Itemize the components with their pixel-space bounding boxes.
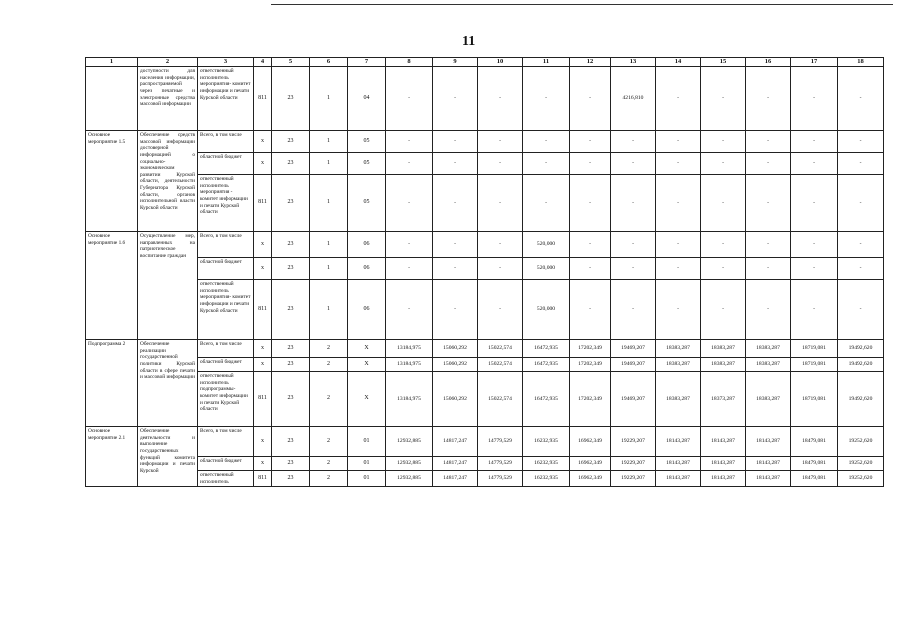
value-cell: - xyxy=(791,175,838,232)
value-cell: 12932,885 xyxy=(386,457,433,471)
value-cell: 14817,247 xyxy=(433,427,478,457)
value-cell: 19492,620 xyxy=(838,358,884,372)
value-cell: 16232,935 xyxy=(523,427,570,457)
value-cell: x xyxy=(254,153,272,175)
value-cell: 19492,620 xyxy=(838,340,884,358)
value-cell: - xyxy=(701,131,746,153)
funding-source-cell: ответственный исполнитель подпрограммы- комитет информации и печати Курской области xyxy=(198,372,254,427)
value-cell: - xyxy=(386,175,433,232)
value-cell: 2 xyxy=(310,427,348,457)
value-cell: 17202,349 xyxy=(570,358,611,372)
value-cell: 18143,287 xyxy=(746,457,791,471)
column-number-cell: 6 xyxy=(310,58,348,67)
measure-name-cell: Основное мероприятие 1.6 xyxy=(86,232,138,340)
value-cell: - xyxy=(791,153,838,175)
value-cell: 19469,207 xyxy=(611,340,656,358)
value-cell: - xyxy=(478,258,523,280)
value-cell: 14779,529 xyxy=(478,427,523,457)
column-number-cell: 2 xyxy=(138,58,198,67)
value-cell: 19492,620 xyxy=(838,372,884,427)
value-cell: - xyxy=(791,131,838,153)
value-cell: - xyxy=(570,232,611,258)
value-cell: 520,000 xyxy=(523,258,570,280)
column-number-cell: 1 xyxy=(86,58,138,67)
value-cell: 15022,574 xyxy=(478,340,523,358)
column-number-cell: 18 xyxy=(838,58,884,67)
value-cell: 16962,349 xyxy=(570,457,611,471)
table-row xyxy=(86,427,884,457)
funding-source-cell: областной бюджет xyxy=(198,358,254,372)
value-cell: - xyxy=(701,175,746,232)
value-cell: 04 xyxy=(348,67,386,131)
value-cell: - xyxy=(701,232,746,258)
value-cell: 19469,207 xyxy=(611,358,656,372)
value-cell: 811 xyxy=(254,67,272,131)
value-cell: 06 xyxy=(348,232,386,258)
value-cell: 811 xyxy=(254,372,272,427)
value-cell: 15060,292 xyxy=(433,358,478,372)
column-number-cell: 9 xyxy=(433,58,478,67)
column-number-cell: 14 xyxy=(656,58,701,67)
value-cell: 1 xyxy=(310,232,348,258)
value-cell: - xyxy=(386,131,433,153)
value-cell: 15022,574 xyxy=(478,372,523,427)
value-cell: 19252,620 xyxy=(838,471,884,487)
value-cell: 18143,287 xyxy=(656,471,701,487)
value-cell: 18479,081 xyxy=(791,457,838,471)
column-number-cell: 15 xyxy=(701,58,746,67)
value-cell: 15060,292 xyxy=(433,340,478,358)
value-cell: 18143,287 xyxy=(701,427,746,457)
value-cell: - xyxy=(478,153,523,175)
value-cell: - xyxy=(523,67,570,131)
value-cell: - xyxy=(386,232,433,258)
value-cell: - xyxy=(611,258,656,280)
value-cell: 1 xyxy=(310,153,348,175)
value-cell: X xyxy=(348,340,386,358)
value-cell: 18373,287 xyxy=(701,372,746,427)
value-cell: 16232,935 xyxy=(523,471,570,487)
value-cell: 17202,349 xyxy=(570,372,611,427)
value-cell: 23 xyxy=(272,258,310,280)
value-cell: - xyxy=(478,280,523,340)
value-cell: 06 xyxy=(348,258,386,280)
value-cell: - xyxy=(838,175,884,232)
value-cell: - xyxy=(433,280,478,340)
column-number-cell: 17 xyxy=(791,58,838,67)
table-row xyxy=(86,280,884,340)
measure-description-cell: Осуществление мер, направленных на патриотическое воспитание граждан xyxy=(138,232,198,340)
value-cell: 14817,247 xyxy=(433,471,478,487)
value-cell: 2 xyxy=(310,358,348,372)
value-cell: 13184,975 xyxy=(386,358,433,372)
value-cell: 12932,885 xyxy=(386,471,433,487)
value-cell: 16962,349 xyxy=(570,471,611,487)
value-cell: 2 xyxy=(310,340,348,358)
value-cell: 23 xyxy=(272,457,310,471)
value-cell: X xyxy=(348,372,386,427)
value-cell: - xyxy=(570,258,611,280)
value-cell: 14779,529 xyxy=(478,457,523,471)
value-cell: 4216,810 xyxy=(611,67,656,131)
value-cell: - xyxy=(656,67,701,131)
funding-source-cell: Всего, в том числе xyxy=(198,340,254,358)
value-cell: 23 xyxy=(272,232,310,258)
table-row xyxy=(86,67,884,131)
value-cell: 13184,975 xyxy=(386,340,433,358)
column-number-cell: 10 xyxy=(478,58,523,67)
column-number-cell: 7 xyxy=(348,58,386,67)
value-cell: 16472,935 xyxy=(523,372,570,427)
value-cell: 23 xyxy=(272,358,310,372)
value-cell: - xyxy=(746,258,791,280)
value-cell: - xyxy=(746,280,791,340)
column-number-cell: 8 xyxy=(386,58,433,67)
value-cell: - xyxy=(791,280,838,340)
value-cell: 23 xyxy=(272,67,310,131)
value-cell: 18383,287 xyxy=(701,340,746,358)
value-cell: 23 xyxy=(272,427,310,457)
funding-source-cell: Всего, в том числе xyxy=(198,427,254,457)
value-cell: 23 xyxy=(272,372,310,427)
value-cell: 811 xyxy=(254,471,272,487)
value-cell: 18143,287 xyxy=(656,457,701,471)
table-row xyxy=(86,131,884,153)
value-cell: 18719,081 xyxy=(791,372,838,427)
value-cell: 23 xyxy=(272,471,310,487)
value-cell: - xyxy=(838,131,884,153)
value-cell: 18479,081 xyxy=(791,427,838,457)
value-cell: - xyxy=(478,175,523,232)
value-cell: - xyxy=(386,153,433,175)
value-cell: 18383,287 xyxy=(656,340,701,358)
table-row xyxy=(86,358,884,372)
column-number-cell: 13 xyxy=(611,58,656,67)
funding-source-cell: ответственный исполнитель xyxy=(198,471,254,487)
measure-name-cell: Подпрограмма 2 xyxy=(86,340,138,427)
value-cell: 1 xyxy=(310,280,348,340)
value-cell: 19252,620 xyxy=(838,427,884,457)
value-cell: 18719,081 xyxy=(791,340,838,358)
value-cell: 18383,287 xyxy=(656,372,701,427)
value-cell: - xyxy=(523,175,570,232)
value-cell: 05 xyxy=(348,175,386,232)
value-cell: 811 xyxy=(254,175,272,232)
value-cell: 18383,287 xyxy=(656,358,701,372)
value-cell: - xyxy=(746,153,791,175)
value-cell: - xyxy=(386,280,433,340)
value-cell: - xyxy=(570,153,611,175)
value-cell: 18383,287 xyxy=(701,358,746,372)
value-cell: 01 xyxy=(348,471,386,487)
column-number-cell: 4 xyxy=(254,58,272,67)
table-row xyxy=(86,232,884,258)
value-cell: - xyxy=(838,67,884,131)
value-cell: 01 xyxy=(348,427,386,457)
measure-description-cell: Обеспечение деятельности и выполнение государственных функций комитета информации и печати Курской xyxy=(138,427,198,487)
value-cell: - xyxy=(656,131,701,153)
value-cell: - xyxy=(701,67,746,131)
value-cell: 2 xyxy=(310,457,348,471)
value-cell: - xyxy=(570,175,611,232)
value-cell: - xyxy=(656,258,701,280)
measure-name-cell: Основное мероприятие 1.5 xyxy=(86,131,138,232)
value-cell: - xyxy=(523,131,570,153)
value-cell: - xyxy=(570,67,611,131)
funding-source-cell: областной бюджет xyxy=(198,153,254,175)
value-cell: 15060,292 xyxy=(433,372,478,427)
value-cell: - xyxy=(791,67,838,131)
value-cell: - xyxy=(656,280,701,340)
measure-name-cell: Основное мероприятие 2.1 xyxy=(86,427,138,487)
value-cell: x xyxy=(254,232,272,258)
value-cell: 18719,081 xyxy=(791,358,838,372)
value-cell: 19469,207 xyxy=(611,372,656,427)
table-row xyxy=(86,457,884,471)
funding-source-cell: областной бюджет xyxy=(198,258,254,280)
value-cell: - xyxy=(656,153,701,175)
value-cell: X xyxy=(348,358,386,372)
value-cell: 18143,287 xyxy=(656,427,701,457)
value-cell: - xyxy=(611,131,656,153)
value-cell: - xyxy=(701,153,746,175)
value-cell: - xyxy=(478,131,523,153)
value-cell: x xyxy=(254,457,272,471)
value-cell: 23 xyxy=(272,280,310,340)
value-cell: 18143,287 xyxy=(746,427,791,457)
measure-description-cell: доступности для населения информации, распространяемой через печатные и электронные средства массовой информации xyxy=(138,67,198,131)
value-cell: - xyxy=(656,232,701,258)
value-cell: 23 xyxy=(272,153,310,175)
value-cell: 14779,529 xyxy=(478,471,523,487)
column-number-cell: 3 xyxy=(198,58,254,67)
value-cell: 12932,885 xyxy=(386,427,433,457)
column-number-header xyxy=(86,58,884,67)
page-number: 11 xyxy=(462,34,476,49)
value-cell: - xyxy=(701,280,746,340)
value-cell: 2 xyxy=(310,372,348,427)
value-cell: 811 xyxy=(254,280,272,340)
value-cell: 19229,207 xyxy=(611,471,656,487)
value-cell: 1 xyxy=(310,175,348,232)
value-cell: - xyxy=(433,175,478,232)
value-cell: 520,000 xyxy=(523,232,570,258)
value-cell: x xyxy=(254,258,272,280)
value-cell: - xyxy=(433,232,478,258)
value-cell: 16962,349 xyxy=(570,427,611,457)
value-cell: 18143,287 xyxy=(701,457,746,471)
value-cell: - xyxy=(791,232,838,258)
value-cell: - xyxy=(386,258,433,280)
value-cell: 18479,081 xyxy=(791,471,838,487)
table-row xyxy=(86,258,884,280)
value-cell: x xyxy=(254,131,272,153)
funding-source-cell: Всего, в том числе xyxy=(198,232,254,258)
table-row xyxy=(86,340,884,358)
value-cell: 17202,349 xyxy=(570,340,611,358)
table-row xyxy=(86,372,884,427)
value-cell: - xyxy=(838,232,884,258)
value-cell: - xyxy=(433,153,478,175)
value-cell: x xyxy=(254,358,272,372)
value-cell: 23 xyxy=(272,340,310,358)
value-cell: x xyxy=(254,340,272,358)
value-cell: 23 xyxy=(272,175,310,232)
value-cell: - xyxy=(746,67,791,131)
value-cell: - xyxy=(838,153,884,175)
value-cell: 16472,935 xyxy=(523,340,570,358)
value-cell: 06 xyxy=(348,280,386,340)
value-cell: - xyxy=(611,280,656,340)
value-cell: 01 xyxy=(348,457,386,471)
funding-source-cell: ответственный исполнитель мероприятия- комитет информации и печати Курской области xyxy=(198,280,254,340)
value-cell: 2 xyxy=(310,471,348,487)
value-cell: 18143,287 xyxy=(701,471,746,487)
value-cell: - xyxy=(838,280,884,340)
value-cell: - xyxy=(523,153,570,175)
value-cell: - xyxy=(478,67,523,131)
funding-source-cell: ответственный исполнитель мероприятия- комитет информации и печати Курской области xyxy=(198,67,254,131)
value-cell: 05 xyxy=(348,131,386,153)
value-cell: - xyxy=(838,258,884,280)
value-cell: 16232,935 xyxy=(523,457,570,471)
column-number-cell: 12 xyxy=(570,58,611,67)
value-cell: 13184,975 xyxy=(386,372,433,427)
table-row xyxy=(86,471,884,487)
value-cell: 19252,620 xyxy=(838,457,884,471)
table-row xyxy=(86,153,884,175)
value-cell: - xyxy=(611,153,656,175)
budget-table xyxy=(85,57,884,487)
value-cell: 15022,574 xyxy=(478,358,523,372)
value-cell: - xyxy=(478,232,523,258)
value-cell: - xyxy=(746,131,791,153)
value-cell: - xyxy=(791,258,838,280)
column-number-cell: 5 xyxy=(272,58,310,67)
value-cell: - xyxy=(570,280,611,340)
value-cell: 19229,207 xyxy=(611,427,656,457)
value-cell: - xyxy=(701,258,746,280)
value-cell: - xyxy=(433,131,478,153)
value-cell: - xyxy=(656,175,701,232)
value-cell: 23 xyxy=(272,131,310,153)
measure-description-cell: Обеспечение реализации государственной политики Курской области в сфере печати и массовой информации xyxy=(138,340,198,427)
value-cell: 1 xyxy=(310,258,348,280)
value-cell: 1 xyxy=(310,131,348,153)
top-rule xyxy=(271,4,893,5)
value-cell: 18383,287 xyxy=(746,372,791,427)
value-cell: 19229,207 xyxy=(611,457,656,471)
value-cell: - xyxy=(746,175,791,232)
value-cell: - xyxy=(611,232,656,258)
value-cell: 05 xyxy=(348,153,386,175)
value-cell: 14817,247 xyxy=(433,457,478,471)
column-number-cell: 16 xyxy=(746,58,791,67)
value-cell: - xyxy=(611,175,656,232)
funding-source-cell: областной бюджет xyxy=(198,457,254,471)
column-number-cell: 11 xyxy=(523,58,570,67)
funding-source-cell: Всего, в том числе xyxy=(198,131,254,153)
value-cell: - xyxy=(433,67,478,131)
value-cell: 1 xyxy=(310,67,348,131)
value-cell: - xyxy=(433,258,478,280)
value-cell: - xyxy=(570,131,611,153)
value-cell: x xyxy=(254,427,272,457)
value-cell: - xyxy=(746,232,791,258)
value-cell: 18143,287 xyxy=(746,471,791,487)
value-cell: 520,000 xyxy=(523,280,570,340)
value-cell: 18383,287 xyxy=(746,340,791,358)
value-cell: 16472,935 xyxy=(523,358,570,372)
value-cell: 18383,287 xyxy=(746,358,791,372)
table-row xyxy=(86,175,884,232)
funding-source-cell: ответственный исполнитель мероприятия - комитет информации и печати Курской области xyxy=(198,175,254,232)
measure-name-cell xyxy=(86,67,138,131)
value-cell: - xyxy=(386,67,433,131)
measure-description-cell: Обеспечение средств массовой информации достоверной информацией о социально-экономическом развитии Курской области, деятельности Губернатора Курской области, органов исполнительной власти Курской области xyxy=(138,131,198,232)
